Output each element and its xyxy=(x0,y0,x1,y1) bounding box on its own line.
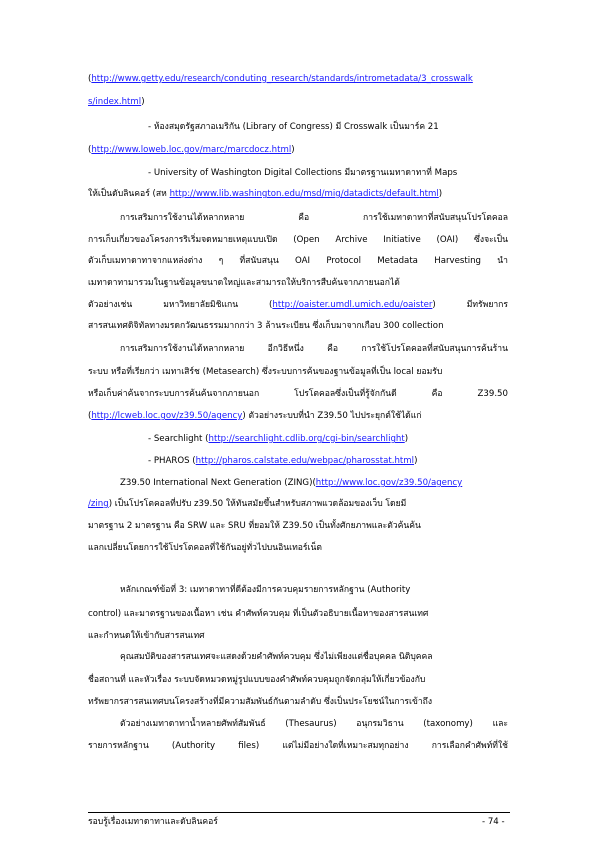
body-text: การเสริมการใช้งานได้หลากหลาย อีกวิธีหนึ่ง คือ การใช้โปรโตคอลที่สนับสนุนการค้นร้าน xyxy=(120,344,508,354)
body-text: - PHAROS ( xyxy=(148,456,196,466)
body-text: หรือเก็บค่าค้นจากระบบการค้นค้นจากภายนอก โปรโตคอลซึ่งเป็นที่รู้จักกันดี คือ Z39.50 xyxy=(88,389,508,399)
body-text: เมทาดาทามารวมในฐานข้อมูลขนาดใหญ่และสามารถให้บริการสืบค้นจากภายนอกได้ xyxy=(88,278,400,288)
paragraph-first-line xyxy=(120,652,433,663)
body-text: ) เป็นโปรโตคอลที่ปรับ z39.50 ให้ทันสมัยขึ้นสำหรับสภาพแวดล้อมของเว็บ โดยมี xyxy=(108,499,407,509)
body-text: ชื่อสถานที่ และหัวเรื่อง ระบบจัดหมวดหมู่รูปแบบของคำศัพท์ควบคุมถูกจัดกลุ่มให้เกี่ยวข้องกับ xyxy=(88,675,426,685)
body-text: ให้เป็นดับลินคอร์ (สห xyxy=(88,189,170,199)
body-text: ( xyxy=(88,411,92,421)
body-text: ) xyxy=(291,145,295,155)
body-line xyxy=(88,741,508,752)
body-text: รายการหลักฐาน (Authority files) แต่ไม่มีอย่างใดที่เหมาะสมทุกอย่าง การเลือกคำศัพท์ที่ใช้ xyxy=(88,741,508,751)
body-text: การเสริมการใช้งานได้หลากหลาย คือ การใช้เมทาดาทาที่สนับสนุนโปรโตคอล xyxy=(120,213,508,223)
body-text: แลกเปลี่ยนโดยการใช้โปรโตคอลที่ใช้กันอยู่ทั่วไปบนอินเทอร์เน็ต xyxy=(88,543,322,553)
hyperlink[interactable]: http://www.loc.gov/z39.50/agency xyxy=(315,478,463,488)
hyperlink[interactable]: http://searchlight.cdlib.org/cgi-bin/searchlight xyxy=(208,434,405,444)
hyperlink[interactable]: http://oaister.umdl.umich.edu/oaister xyxy=(272,300,433,310)
body-line xyxy=(88,521,421,532)
body-line xyxy=(88,631,205,642)
list-item xyxy=(148,122,439,133)
body-line xyxy=(88,321,444,332)
body-line xyxy=(88,609,428,620)
body-line xyxy=(88,300,508,311)
body-line xyxy=(88,278,508,289)
paragraph-first-line xyxy=(120,719,508,730)
body-line xyxy=(88,367,442,378)
hyperlink[interactable]: /zing xyxy=(88,499,109,509)
body-text: Z39.50 International Next Generation (ZING)( xyxy=(120,478,316,488)
paragraph-first-line xyxy=(120,344,508,355)
body-line xyxy=(88,189,442,200)
body-text: ตัวเก็บเมทาดาทาจากแหล่งต่าง ๆ ที่สนับสนุน OAI Protocol Metadata Harvesting นำ xyxy=(88,256,508,266)
body-line xyxy=(88,74,508,85)
paragraph-first-line xyxy=(120,478,462,489)
body-line xyxy=(88,256,508,267)
list-item xyxy=(148,456,417,467)
body-text: ตัวอย่างเช่น มหาวิทยาลัยมิชิแกน ( xyxy=(88,300,273,310)
body-text: - University of Washington Digital Collections มีมาตรฐานเมทาดาทาที่ Maps xyxy=(148,168,458,178)
body-line xyxy=(88,543,322,554)
paragraph-first-line xyxy=(120,213,508,224)
body-text: ) ตัวอย่างระบบที่นำ Z39.50 ไปประยุกต์ใช้ได้แก่ xyxy=(242,411,422,421)
hyperlink[interactable]: http://www.lib.washington.edu/msd/mig/datadicts/default.html xyxy=(169,189,439,199)
hyperlink[interactable]: http://www.loweb.loc.gov/marc/marcdocz.html xyxy=(91,145,292,155)
page-number: - 74 - xyxy=(482,817,505,827)
hyperlink[interactable]: http://www.getty.edu/research/conduting_research/standards/intrometadata/3_crosswalk xyxy=(91,74,473,84)
body-text: ( xyxy=(88,145,92,155)
hyperlink[interactable]: s/index.html xyxy=(88,97,142,107)
body-text: ) xyxy=(404,434,409,444)
body-text: - ห้องสมุดรัฐสภาอเมริกัน (Library of Congress) มี Crosswalk เป็นมาร์ค 21 xyxy=(148,122,439,132)
footer-rule xyxy=(88,812,510,813)
footer-book-title: รอบรู้เรื่องเมทาดาทาและดับลินคอร์ xyxy=(88,817,218,827)
body-text: - Searchlight ( xyxy=(148,434,209,444)
list-item xyxy=(148,434,408,445)
body-text: ทรัพยากรสารสนเทศบนโครงสร้างที่มีความสัมพันธ์กันตามลำดับ ซึ่งเป็นประโยชน์ในการเข้าถึง xyxy=(88,697,433,707)
body-text: ( xyxy=(88,74,92,84)
body-text: หลักเกณฑ์ข้อที่ 3: เมทาดาทาที่ดีต้องมีการควบคุมรายการหลักฐาน (Authority xyxy=(120,585,411,595)
body-line xyxy=(88,411,422,422)
body-text: ) xyxy=(414,456,418,466)
body-line xyxy=(88,235,508,246)
body-text: มาตรฐาน 2 มาตรฐาน คือ SRW และ SRU ที่ยอมให้ Z39.50 เป็นทั้งศักยภาพและตัวค้นค้น xyxy=(88,521,421,531)
body-line xyxy=(88,145,295,156)
body-text: และกำหนดให้เข้ากับสารสนเทศ xyxy=(88,631,205,641)
hyperlink[interactable]: http://lcweb.loc.gov/z39.50/agency xyxy=(91,411,243,421)
body-line xyxy=(88,499,406,510)
hyperlink[interactable]: http://pharos.calstate.edu/webpac/pharosstat.html xyxy=(195,456,415,466)
section-heading-line xyxy=(120,585,410,596)
body-line xyxy=(88,675,425,686)
body-text: การเก็บเกี่ยวของโครงการริเริ่มจดหมายเหตุแบบเปิด (Open Archive Initiative (OAI) ซึ่งจะเป็น xyxy=(88,235,508,245)
body-text: ) xyxy=(141,97,145,107)
body-text: สารสนเทศดิจิทัลทางมรดกวัฒนธรรมมากกว่า 3 ล้านระเบียน ซึ่งเก็บมาจากเกือบ 300 collection xyxy=(88,321,444,331)
body-line xyxy=(88,97,145,108)
body-text: ตัวอย่างเมทาดาทาน้ำหลายศัพท์สัมพันธ์ (Thesaurus) อนุกรมวิธาน (taxonomy) และ xyxy=(120,719,508,729)
body-line xyxy=(88,389,508,400)
body-line xyxy=(88,697,432,708)
body-text: คุณสมบัติของสารสนเทศจะแสดงด้วยคำศัพท์ควบคุม ซึ่งไม่เพียงแต่ชื่อบุคคล นิติบุคคล xyxy=(120,652,433,662)
body-text: ระบบ หรือที่เรียกว่า เมทาเสิร์ช (Metasearch) ซึ่งระบบการค้นของฐานข้อมูลที่เป็น local ยอมรับ xyxy=(88,367,443,377)
body-text: ) xyxy=(438,189,443,199)
body-text: ) มีทรัพยากร xyxy=(432,300,508,310)
body-text: control) และมาตรฐานของเนื้อหา เช่น คำศัพท์ควบคุม ที่เป็นตัวอธิบายเนื้อหาของสารสนเทศ xyxy=(88,609,429,619)
list-item xyxy=(148,168,457,179)
